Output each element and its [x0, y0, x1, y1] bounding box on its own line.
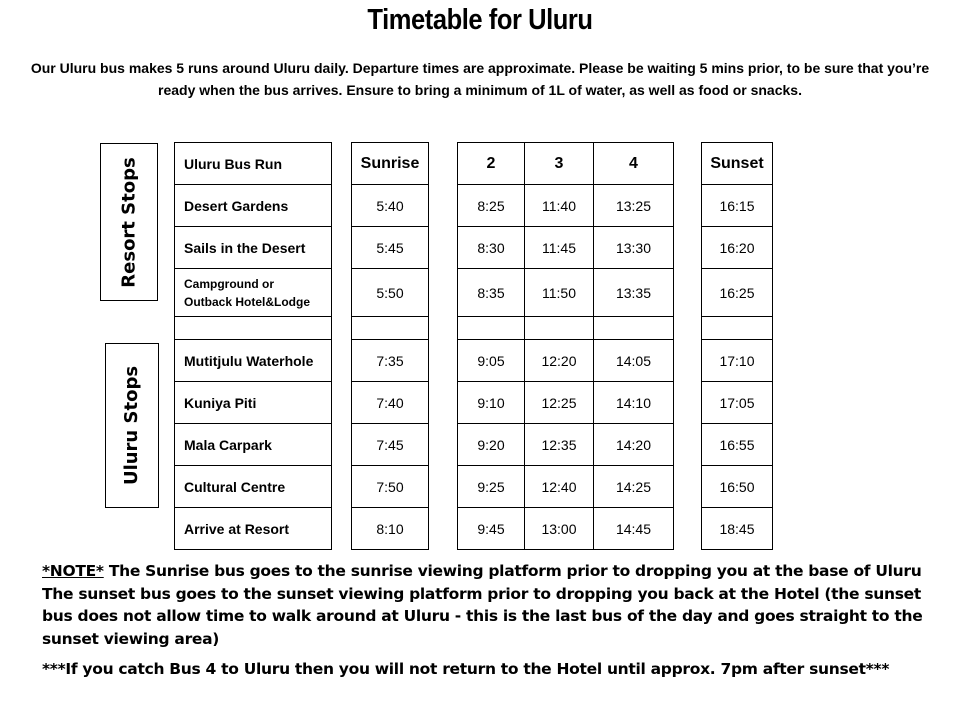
time-cell: 14:05: [594, 340, 674, 382]
time-cell: 14:10: [594, 382, 674, 424]
time-cell: 16:15: [702, 185, 773, 227]
sunset-header: Sunset: [702, 143, 773, 185]
time-cell: 7:35: [352, 340, 429, 382]
time-cell: 11:40: [525, 185, 594, 227]
page-title: Timetable for Uluru: [367, 4, 593, 36]
stop-name-line: Campground or: [184, 276, 274, 291]
sunset-table: [701, 142, 773, 550]
sunrise-table: [351, 142, 429, 550]
stop-name: Mala Carpark: [175, 424, 332, 466]
time-cell: 7:45: [352, 424, 429, 466]
notes-section: [42, 560, 932, 681]
note-line-1: [42, 560, 932, 583]
time-cell: 5:40: [352, 185, 429, 227]
stop-name: Desert Gardens: [175, 185, 332, 227]
time-cell: 9:05: [458, 340, 525, 382]
time-cell: 11:50: [525, 269, 594, 317]
time-cell: 8:25: [458, 185, 525, 227]
stop-name: Mutitjulu Waterhole: [175, 340, 332, 382]
time-cell: 12:35: [525, 424, 594, 466]
time-cell: 9:25: [458, 466, 525, 508]
time-cell: 18:45: [702, 508, 773, 550]
stop-name: Arrive at Resort: [175, 508, 332, 550]
time-cell: 13:25: [594, 185, 674, 227]
note-sunrise-text: The Sunrise bus goes to the sunrise viewing platform prior to dropping you at the base of Uluru: [103, 562, 922, 580]
spacer-cell: [594, 317, 674, 340]
stop-name: Cultural Centre: [175, 466, 332, 508]
time-cell: 8:10: [352, 508, 429, 550]
time-cell: 9:20: [458, 424, 525, 466]
time-cell: 13:30: [594, 227, 674, 269]
stop-name: Sails in the Desert: [175, 227, 332, 269]
spacer-cell: [352, 317, 429, 340]
time-cell: 11:45: [525, 227, 594, 269]
time-cell: 17:05: [702, 382, 773, 424]
note-line-3: ***If you catch Bus 4 to Uluru then you will not return to the Hotel until approx. 7pm after sunset***: [42, 660, 890, 678]
run-header: 2: [458, 143, 525, 185]
spacer-cell: [525, 317, 594, 340]
time-cell: 5:50: [352, 269, 429, 317]
stops-header: Uluru Bus Run: [175, 143, 332, 185]
resort-stops-label-box: [100, 143, 158, 301]
time-cell: 7:50: [352, 466, 429, 508]
time-cell: 16:20: [702, 227, 773, 269]
sunrise-header: Sunrise: [352, 143, 429, 185]
time-cell: 9:10: [458, 382, 525, 424]
time-cell: 8:30: [458, 227, 525, 269]
spacer-cell: [458, 317, 525, 340]
time-cell: 13:00: [525, 508, 594, 550]
time-cell: 8:35: [458, 269, 525, 317]
time-cell: 12:25: [525, 382, 594, 424]
resort-stops-label: Resort Stops: [118, 156, 140, 288]
runs-table: [457, 142, 674, 550]
stop-name-line: Outback Hotel&Lodge: [184, 294, 311, 309]
time-cell: 16:55: [702, 424, 773, 466]
note-line-2: The sunset bus goes to the sunset viewing platform prior to dropping you back at the Hotel (the sunset bus does not allow time to walk around at Uluru - this is the last bus of the day and goes straight to the sunset viewing area): [42, 584, 923, 648]
time-cell: 14:25: [594, 466, 674, 508]
time-cell: 14:45: [594, 508, 674, 550]
uluru-stops-label-box: [105, 343, 159, 508]
run-header: 3: [525, 143, 594, 185]
time-cell: 17:10: [702, 340, 773, 382]
time-cell: 9:45: [458, 508, 525, 550]
time-cell: 12:20: [525, 340, 594, 382]
time-cell: 16:50: [702, 466, 773, 508]
stop-name: Kuniya Piti: [175, 382, 332, 424]
time-cell: 14:20: [594, 424, 674, 466]
spacer-cell: [702, 317, 773, 340]
time-cell: 12:40: [525, 466, 594, 508]
time-cell: 7:40: [352, 382, 429, 424]
run-header: 4: [594, 143, 674, 185]
uluru-stops-label: Uluru Stops: [121, 365, 143, 486]
time-cell: 5:45: [352, 227, 429, 269]
time-cell: 16:25: [702, 269, 773, 317]
spacer-cell: [175, 317, 332, 340]
stops-table: [174, 142, 332, 550]
note-tag: *NOTE*: [42, 562, 104, 580]
stop-name: [175, 269, 332, 317]
time-cell: 13:35: [594, 269, 674, 317]
intro-text: Our Uluru bus makes 5 runs around Uluru daily. Departure times are approximate. Please be waiting 5 mins prior, to be sure that you’re ready when the bus arrives. Ensure to bring a minimum of 1L of water, as well as food or snacks.: [30, 60, 930, 98]
